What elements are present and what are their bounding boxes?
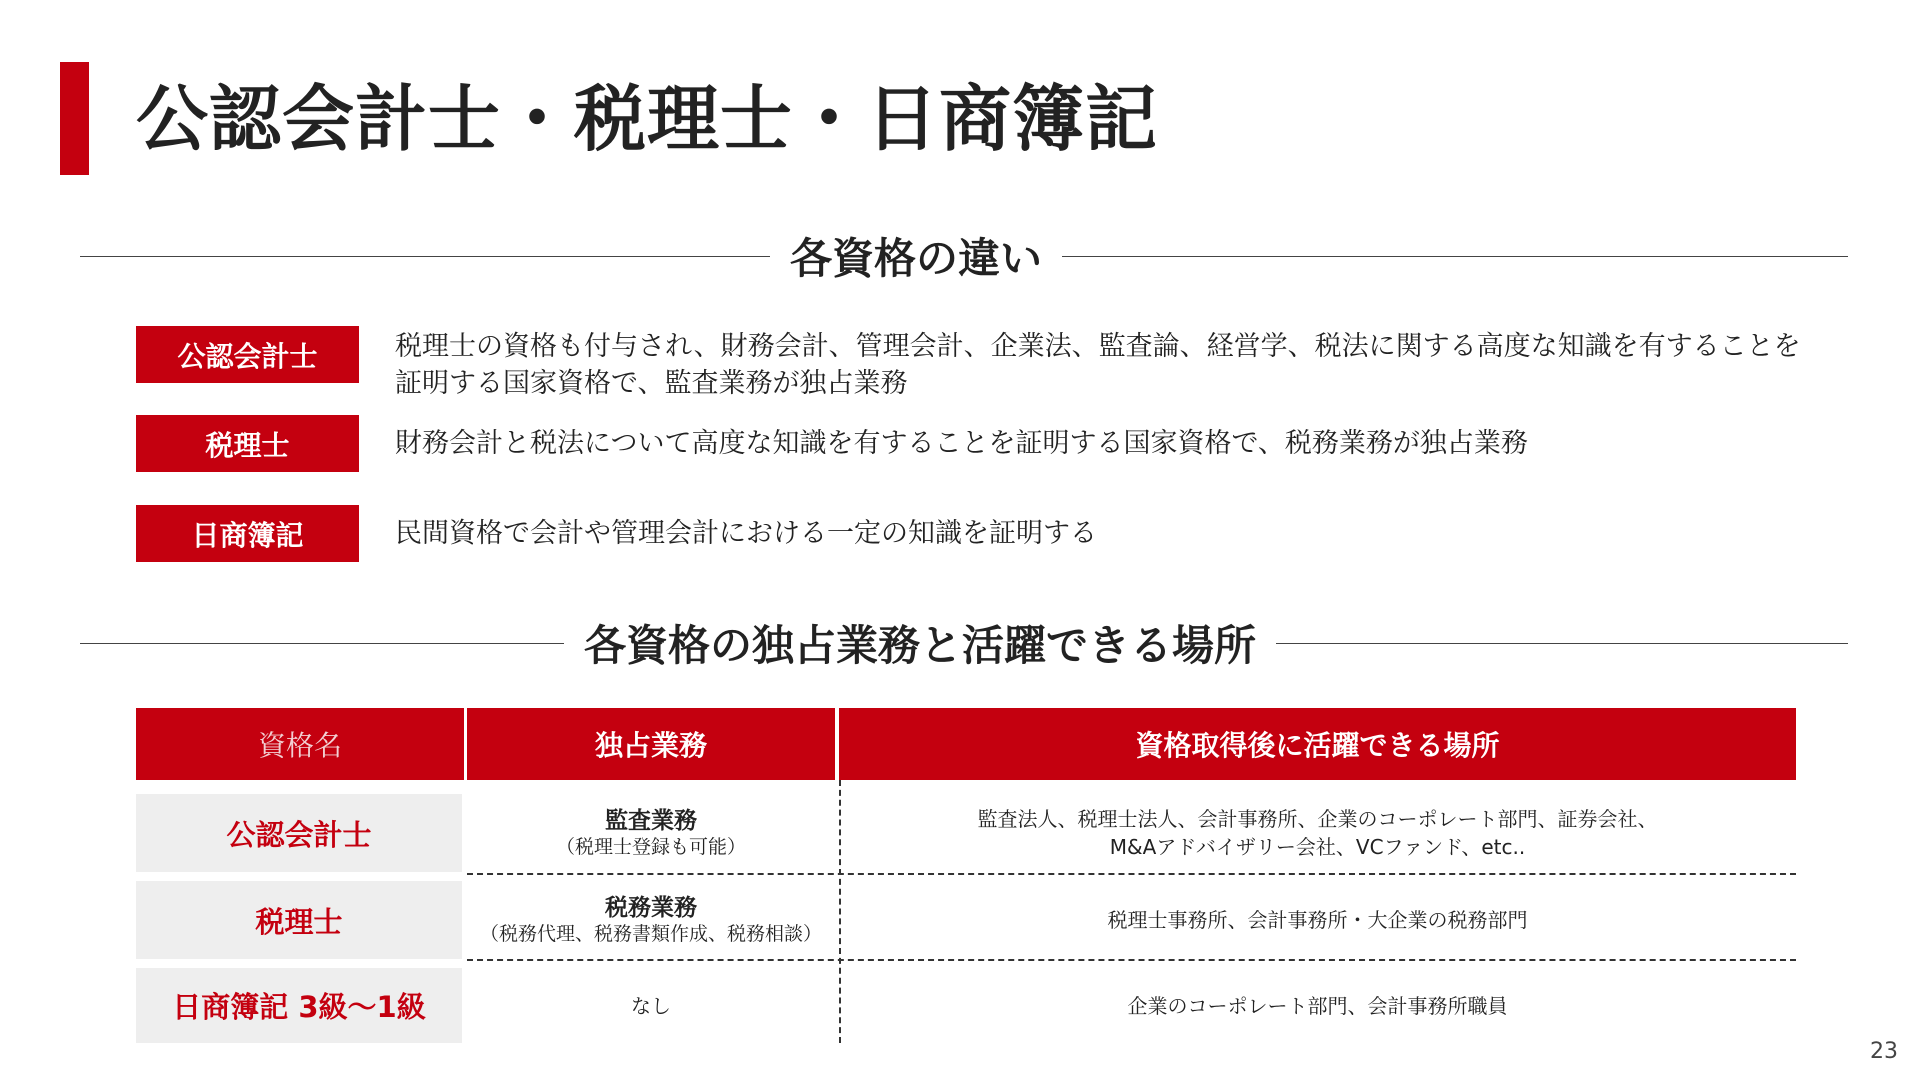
header-work-places: 資格取得後に活躍できる場所 <box>839 708 1796 780</box>
section-heading-exclusive-work <box>80 613 1848 673</box>
divider-right <box>1276 643 1848 644</box>
exclusive-work-cell <box>467 881 835 959</box>
work-places-cell <box>839 794 1796 872</box>
comparison-table <box>136 708 1796 1043</box>
section-title: 各資格の違い <box>790 234 1043 283</box>
exclusive-work-note: （税理士登録も可能） <box>555 836 746 858</box>
divider-left <box>80 256 770 257</box>
row-header-tax-accountant: 税理士 <box>136 881 462 959</box>
page-number: 23 <box>1870 1039 1898 1064</box>
qualification-row-tax-accountant <box>136 415 1815 472</box>
header-qualification-name: 資格名 <box>136 708 464 780</box>
exclusive-work: 監査業務 <box>605 808 697 834</box>
page-title: 公認会計士・税理士・日商簿記 <box>136 77 1159 161</box>
qualification-description: 民間資格で会計や管理会計における一定の知識を証明する <box>395 518 1097 549</box>
qualification-label: 日商簿記 <box>136 505 359 562</box>
row-divider <box>467 959 1796 961</box>
divider-left <box>80 643 564 644</box>
work-places-line: 企業のコーポレート部門、会計事務所職員 <box>1127 993 1508 1018</box>
qualification-description: 財務会計と税法について高度な知識を有することを証明する国家資格で、税務業務が独占業務 <box>395 428 1528 459</box>
work-places-cell <box>839 881 1796 959</box>
qualification-label: 税理士 <box>136 415 359 472</box>
qualification-row-cpa <box>136 326 1815 402</box>
section-heading-differences <box>80 228 1848 284</box>
work-places-cell <box>839 968 1796 1043</box>
row-divider <box>467 873 1796 875</box>
exclusive-work: 税務業務 <box>605 895 697 921</box>
qualification-description: 税理士の資格も付与され、財務会計、管理会計、企業法、監査論、経営学、税法に関する高度な知識を有することを証明する国家資格で、監査業務が独占業務 <box>395 331 1801 399</box>
exclusive-work-cell <box>467 794 835 872</box>
exclusive-work-note: （税務代理、税務書類作成、税務相談） <box>479 923 822 945</box>
work-places-line: 税理士事務所、会計事務所・大企業の税務部門 <box>1107 908 1528 932</box>
exclusive-work: なし <box>631 993 671 1018</box>
exclusive-work-cell <box>467 968 835 1043</box>
section-title: 各資格の独占業務と活躍できる場所 <box>584 621 1257 670</box>
work-places-line: M&Aアドバイザリー会社、VCファンド、etc.. <box>1109 835 1526 859</box>
divider-right <box>1062 256 1848 257</box>
title-accent-bar <box>60 62 89 175</box>
work-places-line: 監査法人、税理士法人、会計事務所、企業のコーポレート部門、証券会社、 <box>977 807 1658 831</box>
row-header-cpa: 公認会計士 <box>136 794 462 872</box>
qualification-label: 公認会計士 <box>136 326 359 383</box>
qualification-row-bookkeeping <box>136 505 1815 562</box>
header-exclusive-work: 独占業務 <box>467 708 835 780</box>
row-header-bookkeeping: 日商簿記 3級〜1級 <box>136 968 462 1043</box>
